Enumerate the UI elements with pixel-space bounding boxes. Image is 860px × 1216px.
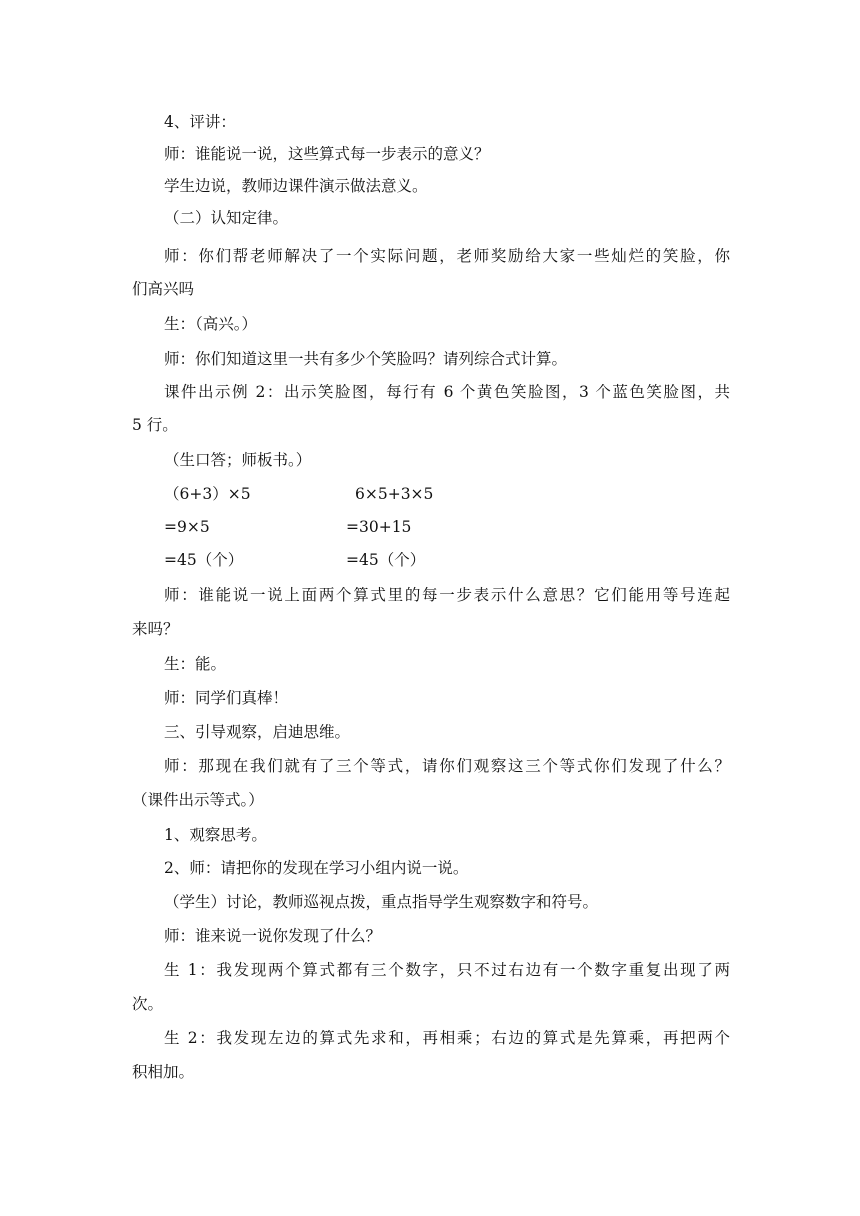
equation-left-result: =45（个）	[164, 551, 244, 569]
equation-left-step1: （6+3）×5	[164, 485, 251, 503]
equation-right-result: =45（个）	[346, 551, 426, 569]
paragraph-smiley-reward-line2: 们高兴吗	[132, 280, 195, 298]
paragraph-teacher-question: 师：谁能说一说，这些算式每一步表示的意义？	[164, 145, 490, 163]
paragraph-how-many-smileys: 师：你们知道这里一共有多少个笑脸吗？请列综合式计算。	[164, 350, 568, 368]
paragraph-three-equations-line2: （课件出示等式。）	[132, 791, 264, 809]
paragraph-student-yes: 生：能。	[164, 655, 227, 673]
paragraph-group-discuss: 2、师：请把你的发现在学习小组内说一说。	[164, 859, 469, 877]
paragraph-student1-line2: 次。	[132, 995, 164, 1013]
paragraph-equal-sign-question-line1: 师：谁能说一说上面两个算式里的每一步表示什么意思？它们能用等号连起	[164, 586, 730, 604]
paragraph-praise: 师：同学们真棒！	[164, 689, 289, 707]
paragraph-student2-line1: 生 2：我发现左边的算式先求和，再相乘；右边的算式是先算乘，再把两个	[164, 1029, 730, 1047]
equation-right-step2: =30+15	[346, 518, 412, 536]
section-heading-observe: 三、引导观察，启迪思维。	[164, 723, 351, 741]
equation-right-step1: 6×5+3×5	[355, 485, 434, 503]
equation-left-step2: =9×5	[164, 518, 210, 536]
paragraph-student1-line1: 生 1：我发现两个算式都有三个数字，只不过右边有一个数字重复出现了两	[164, 961, 730, 979]
paragraph-three-equations-line1: 师：那现在我们就有了三个等式，请你们观察这三个等式你们发现了什么？	[164, 757, 730, 775]
paragraph-student-explain: 学生边说，教师边课件演示做法意义。	[164, 177, 428, 195]
paragraph-who-found: 师：谁来说一说你发现了什么？	[164, 927, 382, 945]
paragraph-oral-answer: （生口答；师板书。）	[164, 451, 312, 469]
paragraph-teacher-guide: （学生）讨论，教师巡视点拨，重点指导学生观察数字和符号。	[164, 893, 599, 911]
paragraph-observe-think: 1、观察思考。	[164, 826, 267, 844]
paragraph-smiley-reward-line1: 师：你们帮老师解决了一个实际问题，老师奖励给大家一些灿烂的笑脸，你	[164, 247, 730, 265]
section-heading-law: （二）认知定律。	[164, 209, 289, 227]
paragraph-equal-sign-question-line2: 来吗？	[132, 620, 179, 638]
paragraph-student2-line2: 积相加。	[132, 1063, 195, 1081]
paragraph-example-2-line2: 5 行。	[132, 416, 178, 434]
paragraph-example-2-line1: 课件出示例 2：出示笑脸图，每行有 6 个黄色笑脸图，3 个蓝色笑脸图，共	[164, 383, 730, 401]
paragraph-review-heading: 4、评讲：	[164, 113, 236, 131]
paragraph-student-happy: 生：（高兴。）	[164, 315, 258, 333]
